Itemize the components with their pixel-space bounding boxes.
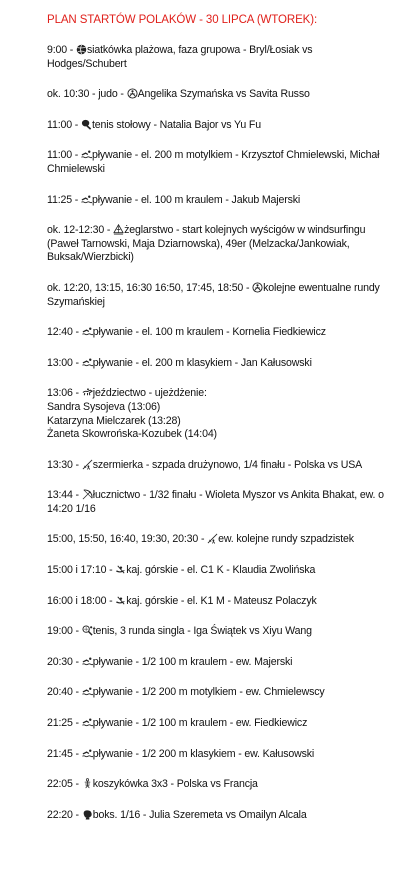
- entry-time: 13:00 -: [47, 356, 82, 369]
- entry-participant: Sandra Sysojeva (13:06): [47, 400, 161, 413]
- schedule-entry: [47, 686, 390, 700]
- schedule-entry: [47, 533, 390, 547]
- entry-main-line: [47, 387, 390, 401]
- schedule-entry: [47, 282, 390, 309]
- schedule-entry: [47, 224, 390, 265]
- swimming-icon: [82, 656, 93, 667]
- entry-description: pływanie - 1/2 100 m kraulem - ew. Fiedkiewicz: [92, 717, 308, 730]
- entry-time: 20:40 -: [47, 686, 82, 699]
- entry-main-line: [47, 459, 390, 473]
- swimming-icon: [82, 326, 93, 337]
- swimming-icon: [82, 686, 93, 697]
- canoe-icon: [115, 595, 126, 606]
- entry-time: 13:30 -: [47, 458, 82, 471]
- schedule-entry: [47, 809, 390, 823]
- entry-main-line: [47, 656, 390, 670]
- entry-description: pływanie - el. 100 m kraulem - Kornelia Fiedkiewicz: [92, 326, 326, 339]
- entry-time: 19:00 -: [47, 625, 82, 638]
- entry-main-line: [47, 595, 390, 609]
- entry-time: ok. 12-12:30 -: [47, 224, 114, 237]
- schedule-entry: [47, 326, 390, 340]
- entry-description: pływanie - 1/2 200 m klasykiem - ew. Kałusowski: [92, 747, 315, 760]
- entry-main-line: [47, 717, 390, 731]
- entry-main-line: [47, 119, 390, 133]
- entry-description: siatkówka plażowa, faza grupowa - Bryl/Łosiak vs Hodges/Schubert: [47, 44, 313, 70]
- entry-description: żeglarstwo - start kolejnych wyścigów w windsurfingu (Paweł Tarnowski, Maja Dziarnowska), 49er (Melzacka/Jankowiak, Buksak/Wierzbicki): [47, 224, 366, 264]
- tennis-icon: [82, 625, 93, 636]
- schedule-entry: [47, 459, 390, 473]
- schedule-entry: [47, 778, 390, 792]
- entry-description: tenis, 3 runda singla - Iga Świątek vs Xiyu Wang: [92, 625, 312, 638]
- entry-time: 20:30 -: [47, 655, 82, 668]
- entry-time: 21:45 -: [47, 747, 82, 760]
- entry-description: pływanie - 1/2 200 m motylkiem - ew. Chmielewscy: [92, 686, 325, 699]
- entry-main-line: [47, 88, 390, 102]
- schedule-entry: [47, 88, 390, 102]
- entry-main-line: [47, 778, 390, 792]
- swimming-icon: [82, 748, 93, 759]
- entry-description: pływanie - 1/2 100 m kraulem - ew. Majerski: [92, 655, 293, 668]
- entry-time: 16:00 i 18:00 -: [47, 594, 116, 607]
- schedule-entry: [47, 387, 390, 441]
- swimming-icon: [82, 717, 93, 728]
- entry-main-line: [47, 625, 390, 639]
- entry-main-line: [47, 748, 390, 762]
- equestrian-icon: [82, 387, 93, 398]
- judo-icon: [127, 88, 138, 99]
- entry-time: 11:25 -: [47, 193, 81, 206]
- entry-time: ok. 10:30 - judo -: [47, 88, 127, 101]
- entry-main-line: [47, 149, 390, 176]
- entry-description: łucznictwo - 1/32 finału - Wioleta Myszor vs Ankita Bhakat, ew. o 14:20 1/16: [47, 489, 384, 515]
- sailing-icon: [113, 224, 124, 235]
- schedule-title: PLAN STARTÓW POLAKÓW - 30 LIPCA (WTOREK):: [47, 14, 318, 26]
- fencing-icon: [82, 459, 93, 470]
- schedule-entry: [47, 656, 390, 670]
- archery-icon: [82, 489, 93, 500]
- swimming-icon: [81, 149, 92, 160]
- entry-time: 22:20 -: [47, 808, 82, 821]
- entry-description: boks. 1/16 - Julia Szeremeta vs Omailyn Alcala: [92, 808, 307, 821]
- judo-icon: [252, 282, 263, 293]
- boxing-icon: [82, 809, 93, 820]
- entry-description: pływanie - el. 200 m motylkiem - Krzysztof Chmielewski, Michał Chmielewski: [47, 149, 380, 175]
- entry-description: tenis stołowy - Natalia Bajor vs Yu Fu: [91, 118, 261, 131]
- entry-description: pływanie - el. 100 m kraulem - Jakub Majerski: [91, 193, 301, 206]
- schedule-entry: [47, 119, 390, 133]
- table-tennis-icon: [81, 119, 92, 130]
- entry-main-line: [47, 564, 390, 578]
- entry-time: 22:05 -: [47, 778, 82, 791]
- entry-description: szermierka - szpada drużynowo, 1/4 finału - Polska vs USA: [92, 458, 363, 471]
- schedule-entry: [47, 357, 390, 371]
- entry-main-line: [47, 44, 390, 71]
- entry-description: pływanie - el. 200 m klasykiem - Jan Kałusowski: [92, 356, 312, 369]
- entry-time: 13:44 -: [47, 489, 82, 502]
- entry-time: 11:00 -: [47, 118, 81, 131]
- entry-description: kaj. górskie - el. K1 M - Mateusz Polaczyk: [126, 594, 317, 607]
- entry-time: 15:00, 15:50, 16:40, 19:30, 20:30 -: [47, 533, 208, 546]
- entry-time: 11:00 -: [47, 149, 81, 162]
- canoe-icon: [115, 564, 126, 575]
- entry-main-line: [47, 224, 390, 265]
- entry-participant: Żaneta Skowrońska-Kozubek (14:04): [47, 428, 217, 441]
- entry-time: 13:06 -: [47, 387, 82, 400]
- schedule-entry: [47, 564, 390, 578]
- entry-main-line: [47, 809, 390, 823]
- schedule-list: [47, 44, 390, 822]
- entry-description: koszykówka 3x3 - Polska vs Francja: [92, 778, 258, 791]
- entry-description: kaj. górskie - el. C1 K - Klaudia Zwolińska: [126, 564, 316, 577]
- entry-description: kolejne ewentualne rundy Szymańskiej: [47, 281, 380, 308]
- entry-main-line: [47, 326, 390, 340]
- schedule-entry: [47, 149, 390, 176]
- entry-time: 21:25 -: [47, 717, 82, 730]
- entry-main-line: [47, 194, 390, 208]
- entry-participant: Katarzyna Mielczarek (13:28): [47, 414, 181, 427]
- entry-main-line: [47, 357, 390, 371]
- entry-description: jeździectwo - ujeżdżenie:: [92, 387, 207, 400]
- swimming-icon: [82, 357, 93, 368]
- schedule-entry: [47, 748, 390, 762]
- entry-main-line: [47, 282, 390, 309]
- schedule-entry: [47, 44, 390, 71]
- schedule-entry: [47, 489, 390, 516]
- schedule-entry: [47, 194, 390, 208]
- schedule-entry: [47, 717, 390, 731]
- entry-time: 9:00 -: [47, 44, 76, 56]
- entry-time: 12:40 -: [47, 326, 82, 339]
- entry-main-line: [47, 489, 390, 516]
- entry-time: ok. 12:20, 13:15, 16:30 16:50, 17:45, 18:50 -: [47, 281, 253, 294]
- fencing-icon: [207, 533, 218, 544]
- swimming-icon: [81, 194, 92, 205]
- entry-description: Angelika Szymańska vs Savita Russo: [137, 88, 310, 101]
- entry-time: 15:00 i 17:10 -: [47, 564, 116, 577]
- basketball-icon: [82, 778, 93, 789]
- schedule-entry: [47, 595, 390, 609]
- schedule-entry: [47, 625, 390, 639]
- entry-description: ew. kolejne rundy szpadzistek: [218, 533, 354, 546]
- entry-main-line: [47, 686, 390, 700]
- volleyball-icon: [76, 44, 87, 55]
- entry-main-line: [47, 533, 390, 547]
